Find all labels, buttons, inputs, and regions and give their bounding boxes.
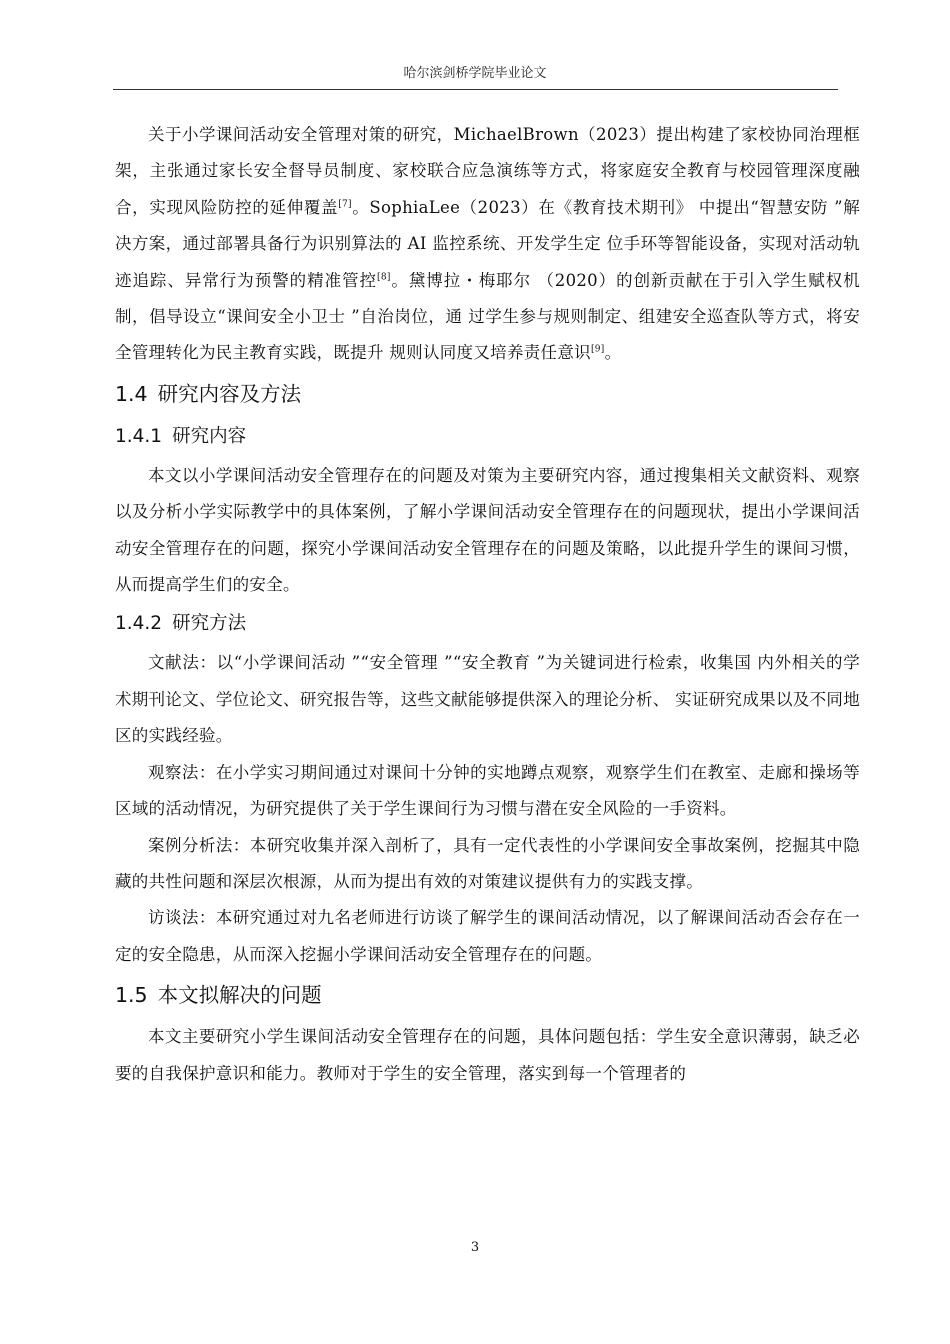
paragraph-observation-method: 观察法：在小学实习期间通过对课间十分钟的实地蹲点观察，观察学生们在教室、走廊和操场等区域的活动情况，为研究提供了关于学生课间行为习惯与潜在安全风险的一手资料。: [115, 762, 860, 819]
paragraph-problems: 本文主要研究小学生课间活动安全管理存在的问题，具体问题包括：学生安全意识薄弱，缺乏必要的自我保护意识和能力。教师对于学生的安全管理，落实到每一个管理者的: [115, 1027, 860, 1083]
paragraph-related-research: [115, 117, 860, 372]
page-number: 3: [470, 1240, 480, 1255]
paragraph-text: 。SophiaLee（2023）在《教育技术期刊》 中提出“智慧安防 ”解决方案，通过部署具备行为识别算法的 AI 监控系统、开发学生定 位手环等智能设备，实现对活动轨迹追踪、异常行为预警的精准管控: [115, 197, 860, 290]
subsection-number: 1.4.1: [115, 425, 163, 447]
subsection-title: 研究内容: [172, 425, 247, 447]
citation-ref[interactable]: [7]: [338, 199, 352, 210]
paragraph-literature-method: 文献法：以“小学课间活动 ”“安全管理 ”“安全教育 ”为关键词进行检索，收集国 内外相关的学术期刊论文、学位论文、研究报告等，这些文献能够提供深入的理论分析、 实证研究成果以及不同地区的实践经验。: [115, 653, 860, 746]
subsection-heading-1-4-2: [115, 605, 860, 643]
paragraph-text: 关于小学课间活动安全管理对策的研究，MichaelBrown（2023）提出构建了家校协同治理框架，主张通过家长安全督导员制度、家校联合应急演练等方式，将家庭安全教育与校园管理深度融合，实现风险防控的延伸覆盖: [115, 125, 860, 217]
section-number: 1.4: [115, 381, 148, 406]
section-title: 本文拟解决的问题: [157, 983, 322, 1008]
section-title: 研究内容及方法: [157, 381, 302, 406]
paragraph-case-analysis-method: 案例分析法：本研究收集并深入剖析了，具有一定代表性的小学课间安全事故案例，挖掘其中隐藏的共性问题和深层次根源，从而为提出有效的对策建议提供有力的实践支撑。: [115, 835, 860, 891]
paragraph-interview-method: 访谈法：本研究通过对九名老师进行访谈了解学生的课间活动情况，以了解课间活动否会存在一定的安全隐患，从而深入挖掘小学课间活动安全管理存在的问题。: [115, 908, 860, 964]
section-heading-1-4: [115, 374, 860, 414]
section-number: 1.5: [115, 983, 148, 1008]
header-divider: [113, 89, 838, 90]
subsection-number: 1.4.2: [115, 613, 163, 635]
page-body: [115, 117, 860, 1092]
subsection-title: 研究方法: [172, 613, 247, 635]
paragraph-text: 。: [604, 343, 622, 363]
subsection-heading-1-4-1: [115, 418, 860, 456]
citation-ref[interactable]: [8]: [377, 272, 391, 283]
running-header: 哈尔滨剑桥学院毕业论文: [403, 66, 547, 81]
section-heading-1-5: [115, 975, 860, 1015]
paragraph-research-content: 本文以小学课间活动安全管理存在的问题及对策为主要研究内容，通过搜集相关文献资料、观察以及分析小学实际教学中的具体案例，了解小学课间活动安全管理存在的问题现状，提出小学课间活动安全管理存在的问题，探究小学课间活动安全管理存在的问题及策略，以此提升学生的课间习惯，从而提高学生们的安全。: [115, 465, 860, 595]
paragraph-text: 。黛博拉・梅耶尔 （2020）的创新贡献在于引入学生赋权机制，倡导设立“课间安全小卫士 ”自治岗位，通 过学生参与规则制定、组建安全巡查队等方式，将安全管理转化为民主教育实践，既提升 规则认同度又培养责任意识: [115, 270, 861, 363]
citation-ref[interactable]: [9]: [590, 344, 605, 355]
